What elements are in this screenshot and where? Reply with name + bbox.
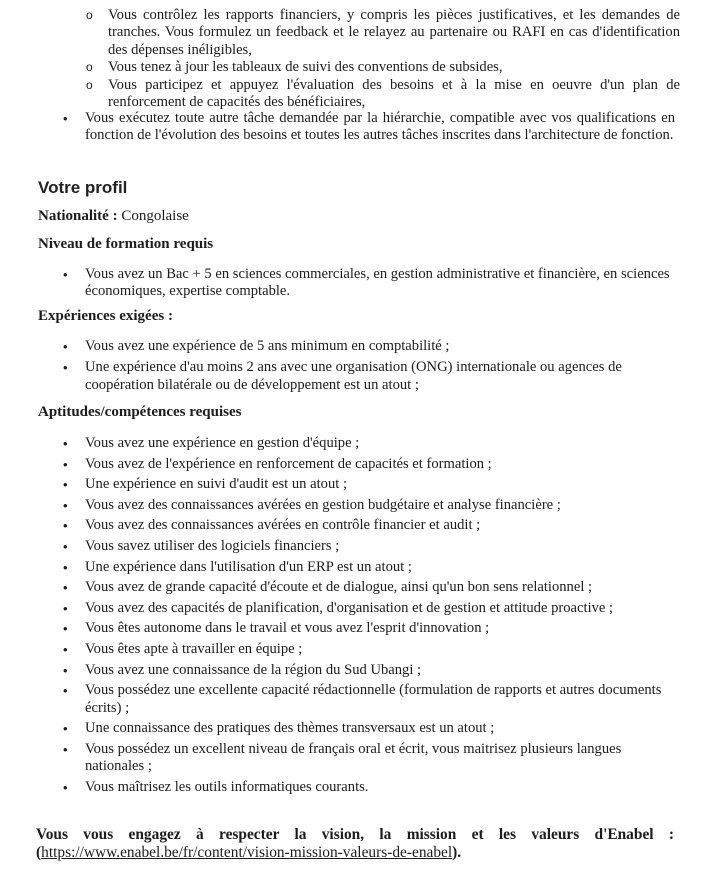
- list-item: • Vous avez des capacités de planification, d'organisation et de gestion et attitude proactive ;: [85, 600, 675, 617]
- list-item: • Vous êtes autonome dans le travail et vous avez l'esprit d'innovation ;: [85, 620, 675, 637]
- list-item: • Vous avez des connaissances avérées en contrôle financier et audit ;: [85, 517, 675, 534]
- list-item: • Vous avez un Bac + 5 en sciences commerciales, en gestion administrative et financière, en sciences économiques, expertise comptable.: [85, 266, 675, 301]
- enabel-values-link[interactable]: https://www.enabel.be/fr/content/vision-mission-valeurs-de-enabel: [41, 844, 453, 861]
- list-item: • Une connaissance des pratiques des thèmes transversaux est un atout ;: [85, 720, 675, 737]
- nationality-value: Congolaise: [121, 208, 189, 224]
- list-item: • Une expérience en suivi d'audit est un atout ;: [85, 476, 675, 493]
- values-commitment: [36, 826, 674, 862]
- list-item: • Une expérience d'au moins 2 ans avec une organisation (ONG) internationale ou agences de coopération bilatérale ou de développement est un atout ;: [85, 359, 675, 394]
- experience-list: [85, 338, 675, 394]
- nationality-line: [38, 208, 189, 225]
- list-item: • Vous savez utiliser des logiciels financiers ;: [85, 538, 675, 555]
- profile-heading: Votre profil: [38, 178, 128, 197]
- list-item: • Vous avez une expérience de 5 ans minimum en comptabilité ;: [85, 338, 675, 355]
- list-item: • Vous avez de l'expérience en renforcement de capacités et formation ;: [85, 456, 675, 473]
- link-open-paren: (: [36, 844, 42, 861]
- list-item: • Vous êtes apte à travailler en équipe ;: [85, 641, 675, 658]
- list-item: • Vous avez des connaissances avérées en gestion budgétaire et analyse financière ;: [85, 497, 675, 514]
- skills-list: [85, 435, 675, 799]
- skills-heading: Aptitudes/compétences requises: [38, 404, 242, 420]
- list-item: o Vous participez et appuyez l'évaluation des besoins et à la mise en oeuvre d'un plan de renforcement de capacités des bénéficiaires,: [108, 77, 680, 112]
- list-item: • Vous possédez une excellente capacité rédactionnelle (formulation de rapports et autres documents écrits) ;: [85, 682, 675, 717]
- list-item: • Vous exécutez toute autre tâche demandée par la hiérarchie, compatible avec vos qualifications en fonction de l'évolution des besoins et toutes les autres tâches inscrites dans l'architecture de fonction.: [85, 110, 675, 145]
- list-item: o Vous contrôlez les rapports financiers, y compris les pièces justificatives, et les demandes de tranches. Vous formulez un feedback et le relayez au partenaire ou RAFI en cas d'identification des dépenses inéligibles,: [108, 7, 680, 59]
- intro-bullet-list: [85, 110, 675, 145]
- formation-heading: Niveau de formation requis: [38, 236, 214, 252]
- list-item: • Vous maîtrisez les outils informatiques courants.: [85, 779, 675, 796]
- list-item: • Une expérience dans l'utilisation d'un ERP est un atout ;: [85, 559, 675, 576]
- formation-list: [85, 266, 675, 301]
- nationality-label: Nationalité :: [38, 208, 118, 224]
- list-item: • Vous avez de grande capacité d'écoute et de dialogue, ainsi qu'un bon sens relationnel ;: [85, 579, 675, 596]
- values-text: Vous vous engagez à respecter la vision, la mission et les valeurs d'Enabel :: [36, 826, 674, 843]
- intro-sublist: [108, 7, 680, 111]
- experience-heading: Expériences exigées :: [38, 308, 173, 324]
- list-item: o Vous tenez à jour les tableaux de suivi des conventions de subsides,: [108, 59, 680, 76]
- list-item: • Vous avez une connaissance de la région du Sud Ubangi ;: [85, 662, 675, 679]
- list-item: • Vous avez une expérience en gestion d'équipe ;: [85, 435, 675, 452]
- list-item: • Vous possédez un excellent niveau de français oral et écrit, vous maitrisez plusieurs langues nationales ;: [85, 741, 675, 776]
- link-close-paren: ).: [452, 844, 462, 861]
